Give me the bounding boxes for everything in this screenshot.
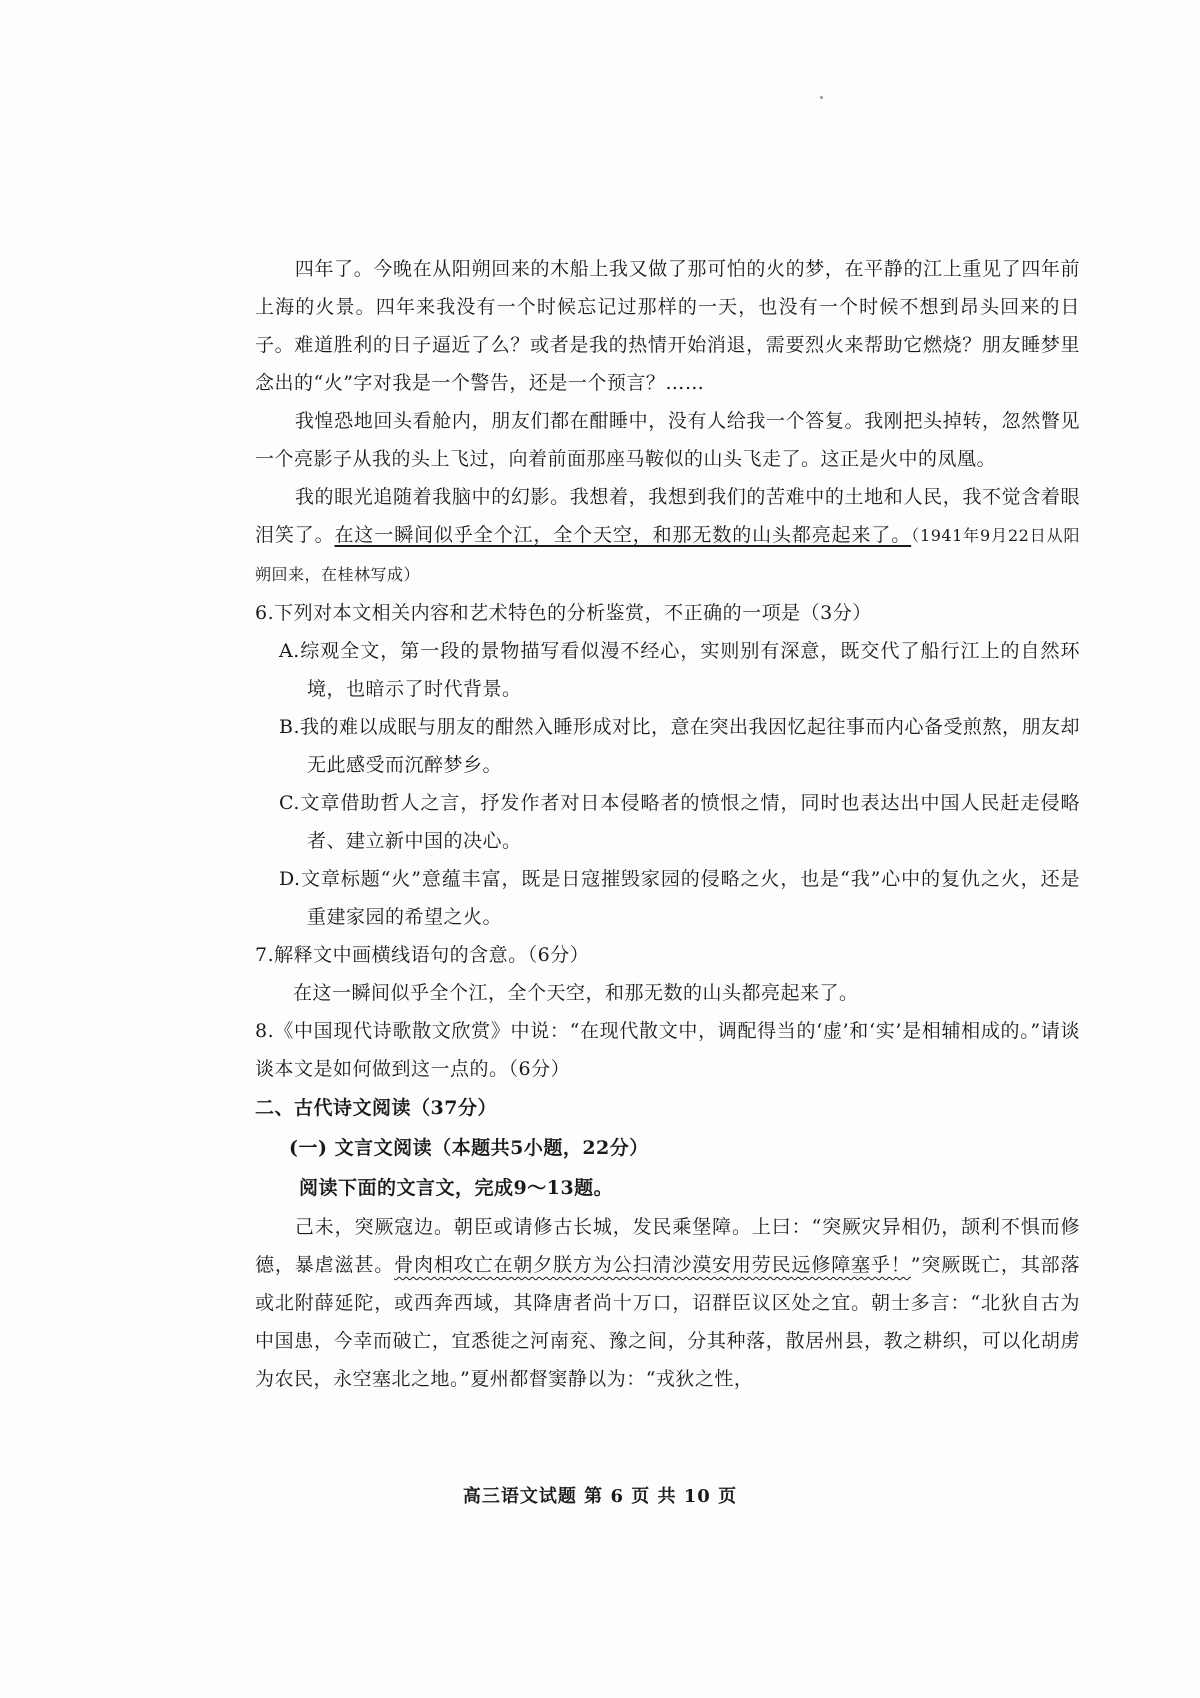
- underlined-sentence: 在这一瞬间似乎全个江，全个天空，和那无数的山头都亮起来了。: [334, 524, 912, 546]
- question-6-option-b: B.我的难以成眠与朋友的酣然入睡形成对比，意在突出我因忆起往事而内心备受煎熬，朋友却无此感受而沉醉梦乡。: [279, 716, 1081, 776]
- section-2-instruction: 阅读下面的文言文，完成9～13题。: [299, 1177, 614, 1199]
- classical-text-start: 己未，突厥寇边。朝臣或请修古长城，发民乘堡障。上曰：“突厥灾异相仍，颉利不惧而修德，暴虐滋甚。: [255, 1216, 1080, 1276]
- question-6-option-d: D.文章标题“火”意蕴丰富，既是日寇摧毁家园的侵略之火，也是“我”心中的复仇之火，还是重建家园的希望之火。: [279, 868, 1080, 928]
- passage-paragraph-3-start: 我的眼光追随着我脑中的幻影。我想着，我想到我们的苦难中的土地和人民，我不觉含着眼泪笑了。: [255, 486, 1080, 546]
- question-6-option-c: C.文章借助哲人之言，抒发作者对日本侵略者的愤恨之情，同时也表达出中国人民赶走侵略者、建立新中国的决心。: [279, 792, 1080, 852]
- question-7-quote: 在这一瞬间似乎全个江，全个天空，和那无数的山头都亮起来了。: [293, 982, 859, 1004]
- wavy-underlined-sentence: 骨肉相攻亡在朝夕朕方为公扫清沙漠安用劳民远修障塞乎！: [394, 1254, 911, 1276]
- section-2-subtitle: (一) 文言文阅读（本题共5小题，22分）: [289, 1137, 649, 1159]
- question-6-option-a: A.综观全文，第一段的景物描写看似漫不经心，实则别有深意，既交代了船行江上的自然环境，也暗示了时代背景。: [279, 640, 1080, 700]
- page-content: [255, 250, 1080, 1398]
- passage-paragraph-1: 四年了。今晚在从阳朔回来的木船上我又做了那可怕的火的梦，在平静的江上重见了四年前上海的火景。四年来我没有一个时候忘记过那样的一天，也没有一个时候不想到昂头回来的日子。难道胜利的日子逼近了么？或者是我的热情开始消退，需要烈火来帮助它燃烧？朋友睡梦里念出的“火”字对我是一个警告，还是一个预言？……: [255, 258, 1080, 394]
- classical-text: [255, 1208, 1080, 1398]
- passage-paragraph-3: [255, 478, 1080, 594]
- classical-text-end: ”突厥既亡，其部落或北附薛延陀，或西奔西域，其降唐者尚十万口，诏群臣议区处之宜。朝士多言：“北狄自古为中国患，今幸而破亡，宜悉徙之河南兖、豫之间，分其种落，散居州县，教之耕织，可以化胡虏为农民，永空塞北之地。”夏州都督窦静以为：“戎狄之性，: [255, 1254, 1080, 1390]
- section-2-title: 二、古代诗文阅读（37分）: [255, 1097, 497, 1119]
- question-8-stem: 8.《中国现代诗歌散文欣赏》中说：“在现代散文中，调配得当的‘虚’和‘实’是相辅相成的。”请谈谈本文是如何做到这一点的。（6分）: [255, 1020, 1080, 1080]
- question-6-stem: 6.下列对本文相关内容和艺术特色的分析鉴赏，不正确的一项是（3分）: [255, 602, 872, 624]
- passage-paragraph-2: 我惶恐地回头看舱内，朋友们都在酣睡中，没有人给我一个答复。我刚把头掉转，忽然瞥见一个亮影子从我的头上飞过，向着前面那座马鞍似的山头飞走了。这正是火中的凤凰。: [255, 410, 1080, 470]
- scan-speck: [820, 96, 823, 99]
- question-7-stem: 7.解释文中画横线语句的含意。（6分）: [255, 944, 590, 966]
- page-footer: 高三语文试题 第 6 页 共 10 页: [462, 1486, 738, 1507]
- writing-date-note: （1941年9月22日从阳朔回来，在桂林写成）: [255, 526, 1080, 584]
